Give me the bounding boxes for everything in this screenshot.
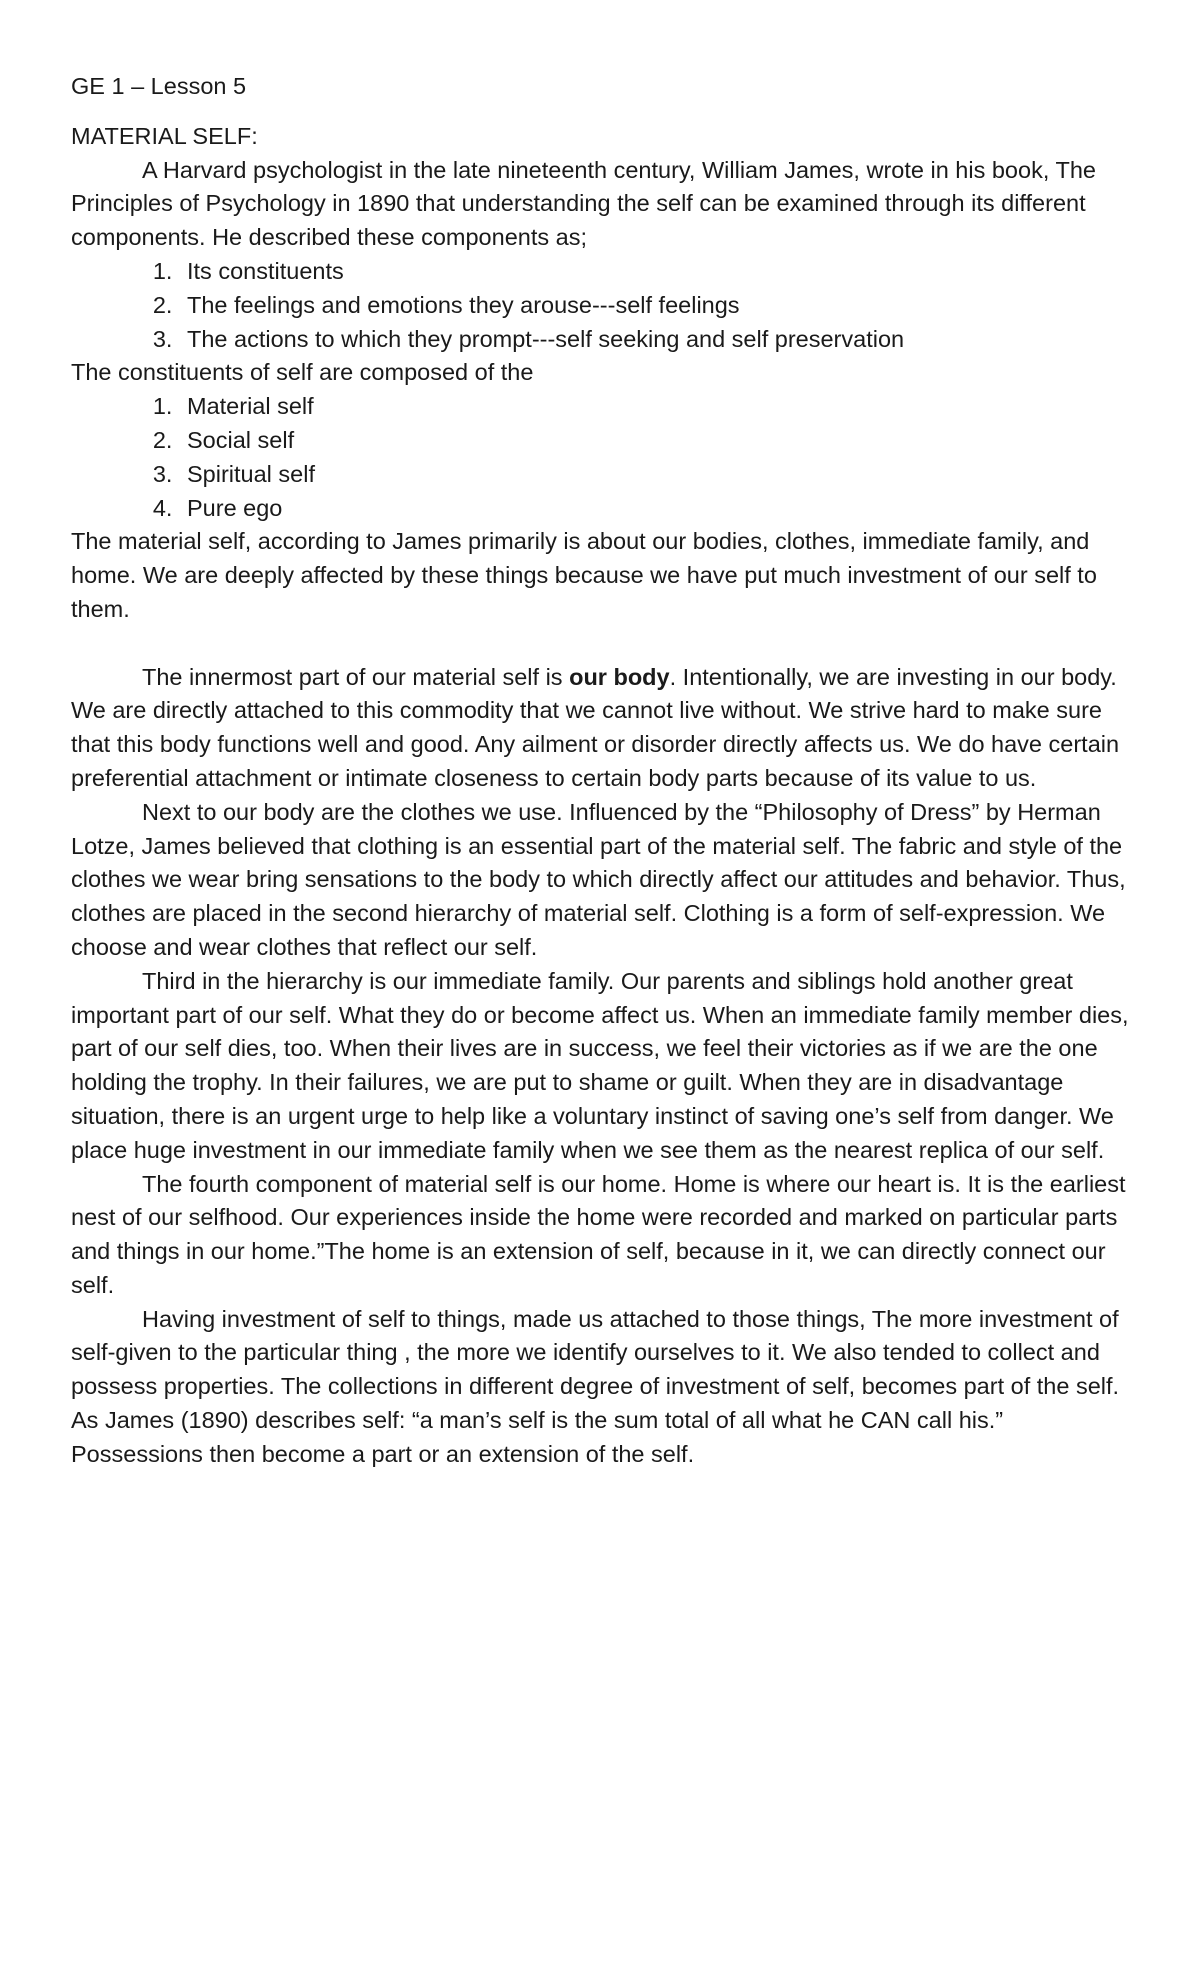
list-item: 2. Social self [179, 424, 1141, 458]
body-paragraph-rest: . Intentionally, we are investing in our body. We are directly attached to this commodity that we cannot live without. We strive hard to make sure that this body functions well and good. Any ailment or disorder directly affects us. We do have certain preferential attachment or intimate closeness to certain body parts because of its value to us. [71, 663, 1120, 791]
family-paragraph: Third in the hierarchy is our immediate family. Our parents and siblings hold another great important part of our self. What they do or become affect us. When an immediate family member dies, part of our self dies, too. When their lives are in success, we feel their victories as if we are the one holding the trophy. In their failures, we are put to shame or guilt. When they are in disadvantage situation, there is an urgent urge to help like a voluntary instinct of saving one’s self from danger. We place huge investment in our immediate family when we see them as the nearest replica of our self. [71, 967, 1129, 1163]
home-paragraph: The fourth component of material self is our home. Home is where our heart is. It is the earliest nest of our selfhood. Our experiences inside the home were recorded and marked on particular parts and things in our home.”The home is an extension of self, because in it, we can directly connect our self. [71, 1170, 1126, 1298]
intro-paragraph: A Harvard psychologist in the late nineteenth century, William James, wrote in his book, The Principles of Psychology in 1890 that understanding the self can be examined through its different components. He described these components as; [71, 156, 1096, 251]
section-title: MATERIAL SELF: [71, 122, 258, 149]
constituents-list [71, 390, 1141, 525]
list-item: 2. The feelings and emotions they arouse---self feelings [179, 289, 1141, 323]
paragraph-spacer [71, 627, 1141, 661]
body-paragraph-lead: The innermost part of our material self is [142, 663, 570, 690]
list-item: 3. The actions to which they prompt---self seeking and self preservation [179, 323, 1141, 357]
document-page [71, 70, 1141, 1472]
list-item: 4. Pure ego [179, 492, 1141, 526]
components-list [71, 255, 1141, 356]
constituents-intro: The constituents of self are composed of the [71, 359, 534, 386]
material-summary-paragraph: The material self, according to James primarily is about our bodies, clothes, immediate family, and home. We are deeply affected by these things because we have put much investment of our self to them. [71, 528, 1097, 622]
list-item: 3. Spiritual self [179, 458, 1141, 492]
list-item: 1. Material self [179, 390, 1141, 424]
body-paragraph [71, 661, 1141, 796]
clothes-paragraph: Next to our body are the clothes we use. Influenced by the “Philosophy of Dress” by Herman Lotze, James believed that clothing is an essential part of the material self. The fabric and style of the clothes we wear bring sensations to the body to which directly affect our attitudes and behavior. Thus, clothes are placed in the second hierarchy of material self. Clothing is a form of self-expression. We choose and wear clothes that reflect our self. [71, 798, 1126, 960]
body-paragraph-bold: our body [569, 663, 670, 690]
list-item: 1. Its constituents [179, 255, 1141, 289]
document-header: GE 1 – Lesson 5 [71, 73, 247, 99]
possessions-paragraph: Having investment of self to things, made us attached to those things, The more investment of self-given to the particular thing , the more we identify ourselves to it. We also tended to collect and possess properties. The collections in different degree of investment of self, becomes part of the self. As James (1890) describes self: “a man’s self is the sum total of all what he CAN call his.” Possessions then become a part or an extension of the self. [71, 1305, 1120, 1467]
